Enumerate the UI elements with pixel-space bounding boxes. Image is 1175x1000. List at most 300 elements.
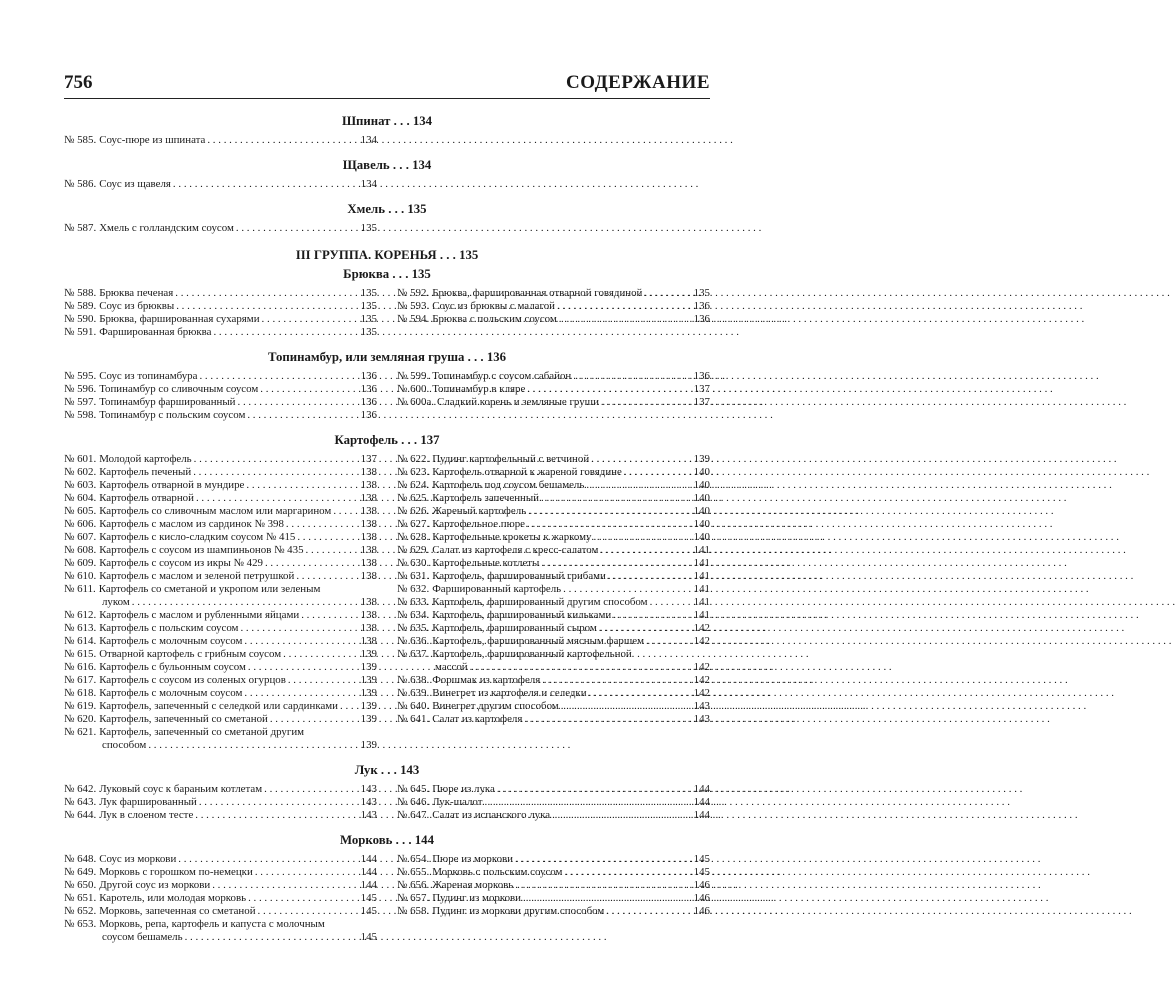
toc-entry [64,409,377,422]
entry-group [64,853,377,918]
entry-number: № 619. [64,700,97,712]
entry-name: Салат из испанского лука [432,809,551,821]
entry-page: 141 [693,583,710,595]
leader-dots [213,326,358,339]
toc-entry [397,518,710,531]
entry-name: Молодой картофель [99,453,192,465]
entry-page: 138 [360,622,377,634]
leader-dots [557,300,692,313]
entry-page: 143 [360,796,377,808]
entry-number: № 607. [64,531,97,543]
leader-dots [193,466,358,479]
entry-number: № 650. [64,879,97,891]
entry-name: Пюре из моркови [432,853,513,865]
entry-page: 143 [693,700,710,712]
toc-entry [64,635,377,648]
entry-group [64,726,377,752]
entry-number: № 624. [397,479,430,491]
leader-dots [589,687,692,700]
entry-page: 144 [693,796,710,808]
group-title-roots: III ГРУППА. КОРЕНЬЯ . . . 135 [295,248,479,262]
entry-number: № 651. [64,892,97,904]
entry-name: Топинамбур со сливочным соусом [99,383,259,395]
leader-dots [247,409,358,422]
leader-dots [185,931,359,944]
toc-entry [397,783,710,796]
entry-name: Фаршированный картофель [432,583,562,595]
entry-number: № 587. [64,222,97,234]
entry-number: № 610. [64,570,97,582]
entry-page: 135 [360,326,377,338]
toc-entry [397,809,710,822]
entry-name: Лук-шалот [432,796,483,808]
toc-entry [397,479,710,492]
toc-entry [64,479,377,492]
entry-number: № 642. [64,783,97,795]
toc-entry [64,713,377,726]
entry-name: Луковый соус к бараньим котлетам [99,783,263,795]
toc-entry [64,661,377,674]
leader-dots [470,661,692,674]
leader-dots [148,739,358,752]
section-body-topinambur [64,370,710,422]
toc-entry [397,557,710,570]
toc-entry [64,648,377,661]
entry-number: № 613. [64,622,97,634]
toc-entry [397,492,710,505]
entry-name: Брюква, фаршированная отварной говядиной [432,287,643,299]
toc-entry [64,570,377,583]
entry-number: № 590. [64,313,97,325]
toc-column-left [64,370,377,422]
leader-dots [264,783,359,796]
entry-name: Картофельные крокеты к жаркому [432,531,592,543]
leader-dots [195,809,358,822]
leader-dots [173,178,359,191]
toc-entry [397,609,710,622]
entry-number: № 622. [397,453,430,465]
entry-number: № 593. [397,300,430,312]
entry-name: Брюква печеная [99,287,174,299]
entry-name: Картофель, запеченный с селедкой или сардинками [99,700,339,712]
entry-name: Жареный картофель [432,505,527,517]
leader-dots [484,796,691,809]
toc-entry-multiline [64,583,377,609]
leader-dots [515,879,691,892]
entry-number: № 629. [397,544,430,556]
entry-page: 139 [360,700,377,712]
leader-dots [591,453,692,466]
page-header [64,72,710,96]
toc-entry [397,892,710,905]
entry-name: Картофельные котлеты [432,557,540,569]
toc-entry [397,370,710,383]
entry-page: 137 [360,453,377,465]
entry-number: № 648. [64,853,97,865]
toc-entry [64,866,377,879]
entry-number: № 643. [64,796,97,808]
entry-page: 137 [693,396,710,408]
entry-name: Картофель печеный [99,466,192,478]
entry-page: 139 [360,713,377,725]
leader-dots [523,892,692,905]
toc-column-right [397,783,710,822]
entry-name: Соус-пюре из шпината [99,134,206,146]
entry-line-2 [64,931,377,944]
toc-entry [397,396,710,409]
toc-entry [64,178,377,191]
leader-dots [301,609,358,622]
entry-number: № 656. [397,879,430,891]
entry-name: Картофель, фаршированный кильками [432,609,612,621]
entry-number: № 638. [397,674,430,686]
leader-dots [240,622,358,635]
leader-dots [650,596,692,609]
entry-number: № 623. [397,466,430,478]
leader-dots [236,222,359,235]
entry-group [397,674,710,726]
toc-entry [64,466,377,479]
toc-column [64,178,377,191]
section-title-shchavel: Щавель . . . 134 [342,158,432,172]
entry-number: № 646. [397,796,430,808]
entry-name: Картофель, фаршированный картофельной [432,648,632,660]
entry-name: Картофель, фаршированный грибами [432,570,606,582]
leader-dots [194,453,359,466]
toc-entry [64,905,377,918]
entry-number: № 658. [397,905,430,917]
toc-entry [397,544,710,557]
entry-line-1 [64,583,377,596]
toc-entry [397,466,710,479]
leader-dots [524,713,691,726]
entry-page: 139 [360,687,377,699]
entry-number: № 597. [64,396,97,408]
entry-group [64,583,377,609]
leader-dots [178,853,358,866]
entry-number: № 605. [64,505,97,517]
entry-page: 139 [360,648,377,660]
toc-entry [397,853,710,866]
entry-number: № 594. [397,313,430,325]
toc-entry [64,557,377,570]
toc-entry [397,287,710,300]
section-body-bryukva [64,287,710,339]
entry-number: № 600а. [397,396,435,408]
leader-dots [175,287,358,300]
entry-name: Фаршированная брюква [99,326,212,338]
leader-dots [260,383,358,396]
entry-name: Картофель с польским соусом [99,622,239,634]
entry-group [64,918,377,944]
section-title-kartofel: Картофель . . . 137 [334,433,440,447]
entry-number: № 641. [397,713,430,725]
leader-dots [244,635,358,648]
entry-group [397,648,710,674]
entry-page: 138 [360,635,377,647]
leader-dots [527,518,692,531]
leader-dots [644,287,691,300]
entry-name: Жареная морковь [432,879,514,891]
entry-name: Сладкий корень и земляные груши [437,396,599,408]
leader-dots [199,370,358,383]
entry-name: Картофель со сливочным маслом или маргарином [99,505,332,517]
section-title-shpinat: Шпинат . . . 134 [341,114,433,128]
entry-page: 139 [360,739,377,751]
toc-entry [64,853,377,866]
leader-dots [564,866,691,879]
entry-page: 142 [693,661,710,673]
running-title: СОДЕРЖАНИЕ [566,72,710,93]
toc-entry [397,313,710,326]
entry-number: № 609. [64,557,97,569]
entry-name-continued: способом [102,739,147,751]
toc-entry [397,635,710,648]
entry-name: Каротель, или молодая морковь [99,892,247,904]
entry-page: 142 [693,687,710,699]
entry-page: 145 [360,892,377,904]
entry-number: № 626. [397,505,430,517]
toc-column-right [397,853,710,944]
leader-dots [297,531,358,544]
entry-number: № 628. [397,531,430,543]
entry-page: 138 [360,596,377,608]
entry-page: 138 [360,570,377,582]
entry-page: 140 [693,479,710,491]
entry-number: № 644. [64,809,97,821]
entry-page: 146 [693,892,710,904]
entry-page: 138 [360,544,377,556]
leader-dots [176,300,358,313]
entry-name: Морковь с польским соусом [432,866,563,878]
toc-entry [64,531,377,544]
entry-number: № 611. [64,583,96,595]
entry-page: 145 [360,905,377,917]
leader-dots [340,700,359,713]
toc-entry [397,596,710,609]
entry-number: № 599. [397,370,430,382]
entry-line-1 [64,726,377,739]
entry-number: № 649. [64,866,97,878]
toc-entry [64,809,377,822]
leader-dots [624,466,692,479]
entry-number: № 585. [64,134,97,146]
entry-name: Соус из брюквы [99,300,175,312]
toc-entry [397,674,710,687]
entry-page: 140 [693,505,710,517]
entry-page: 138 [360,505,377,517]
toc-entry [64,222,377,235]
entry-name: Картофель, фаршированный другим способом [432,596,648,608]
toc-entry [64,396,377,409]
entry-page: 136 [360,396,377,408]
leader-dots [258,905,359,918]
section-body-morkov [64,853,710,944]
entry-page: 141 [693,596,710,608]
toc-content [64,113,710,944]
leader-dots [552,809,692,822]
toc-entry [397,700,710,713]
entry-number: № 616. [64,661,97,673]
toc-entry [64,518,377,531]
entry-page: 138 [360,557,377,569]
leader-dots [497,783,692,796]
entry-page: 143 [360,783,377,795]
entry-name: Топинамбур фаршированный [99,396,236,408]
entry-page: 141 [693,570,710,582]
entry-number: № 601. [64,453,97,465]
section-body-khmel [64,222,710,235]
entry-number: № 595. [64,370,97,382]
toc-entry [397,905,710,918]
toc-entry [64,544,377,557]
entry-page: 143 [693,713,710,725]
entry-line-2 [397,661,710,674]
toc-entry [397,583,710,596]
entry-group [397,453,710,648]
toc-entry [64,300,377,313]
toc-entry [397,505,710,518]
entry-name: Картофель, фаршированный мясным фаршем [432,635,644,647]
toc-entry [397,866,710,879]
leader-dots [296,570,358,583]
toc-entry [64,783,377,796]
toc-entry [64,796,377,809]
entry-name: Топинамбур с польским соусом [99,409,246,421]
entry-page: 144 [360,853,377,865]
entry-number: № 604. [64,492,97,504]
leader-dots [255,866,359,879]
toc-column-right [397,287,710,339]
entry-name: Пудинг из моркови [432,892,521,904]
leader-dots [246,479,358,492]
entry-name: Винегрет из картофеля и селедки [432,687,587,699]
leader-dots [207,134,358,147]
entry-name: Соус из моркови [99,853,177,865]
entry-name: Соус из щавеля [99,178,171,190]
entry-number: № 618. [64,687,97,699]
entry-number: № 591. [64,326,97,338]
section-body-shchavel [64,178,710,191]
entry-page: 141 [693,609,710,621]
leader-dots [646,635,692,648]
toc-entry [397,300,710,313]
entry-number: № 655. [397,866,430,878]
entry-page: 137 [693,383,710,395]
entry-name: Картофель с маслом и зеленой петрушкой [99,570,295,582]
toc-entry [64,287,377,300]
entry-name: Картофель с молочным соусом [99,687,243,699]
toc-entry [397,622,710,635]
entry-name: Картофель, фаршированный сыром [432,622,597,634]
page-number: 756 [64,72,93,93]
entry-name: Картофель с соусом из шампиньонов № 435 [99,544,304,556]
toc-entry [64,879,377,892]
leader-dots [599,622,692,635]
entry-number: № 620. [64,713,97,725]
section-body-luk [64,783,710,822]
entry-name: Картофель с бульонным соусом [99,661,246,673]
toc-entry [397,570,710,583]
toc-column-left [64,453,377,752]
entry-number: № 647. [397,809,430,821]
toc-entry [64,700,377,713]
entry-page: 138 [360,492,377,504]
leader-dots [244,687,358,700]
toc-entry [64,674,377,687]
entry-line-2 [64,739,377,752]
entry-page: 135 [360,287,377,299]
entry-number: № 596. [64,383,97,395]
entry-page: 140 [693,492,710,504]
entry-name: Отварной картофель с грибным соусом [99,648,282,660]
entry-page: 136 [693,370,710,382]
entry-number: № 653. [64,918,97,930]
entry-number: № 636. [397,635,430,647]
entry-number: № 631. [397,570,430,582]
toc-entry [64,609,377,622]
entry-name: Пюре из лука [432,783,495,795]
toc-entry [64,892,377,905]
entry-name: Салат из картофеля [432,713,523,725]
leader-dots [561,700,692,713]
entry-number: № 600. [397,383,430,395]
entry-name-continued: массой [435,661,468,673]
entry-name: Картофель с соусом из икры № 429 [99,557,263,569]
section-title-topinambur: Топинамбур, или земляная груша . . . 136 [267,350,507,364]
entry-name: Картофель отварной к жареной говядине [432,466,622,478]
entry-name-continued: соусом бешамель [102,931,183,943]
leader-dots [601,396,692,409]
entry-group [64,453,377,583]
leader-dots [559,313,692,326]
entry-number: № 635. [397,622,430,634]
entry-name: Винегрет другим способом [432,700,559,712]
toc-entry [397,453,710,466]
leader-dots [528,505,692,518]
entry-number: № 615. [64,648,97,660]
entry-name: Картофель отварной в мундире [99,479,245,491]
entry-number: № 640. [397,700,430,712]
toc-entry [64,453,377,466]
leader-dots [600,544,691,557]
toc-column-left [64,287,377,339]
leader-dots [541,557,691,570]
entry-page: 145 [693,866,710,878]
entry-name: Соус из топинамбура [99,370,198,382]
leader-dots [333,505,358,518]
leader-dots [563,583,692,596]
leader-dots [573,370,691,383]
toc-entry [397,796,710,809]
entry-group [64,609,377,726]
toc-entry [397,713,710,726]
leader-dots [542,674,691,687]
entry-name: Морковь, запеченная со сметаной [99,905,256,917]
entry-number: № 588. [64,287,97,299]
entry-page: 145 [360,931,377,943]
entry-page: 143 [360,809,377,821]
toc-entry [64,134,377,147]
entry-page: 145 [693,853,710,865]
entry-number: № 633. [397,596,430,608]
entry-name: Картофель под соусом бешамель [432,479,585,491]
entry-name: Хмель с голландским соусом [99,222,234,234]
leader-dots [283,648,359,661]
entry-number: № 654. [397,853,430,865]
leader-dots [262,313,359,326]
leader-dots [199,796,359,809]
